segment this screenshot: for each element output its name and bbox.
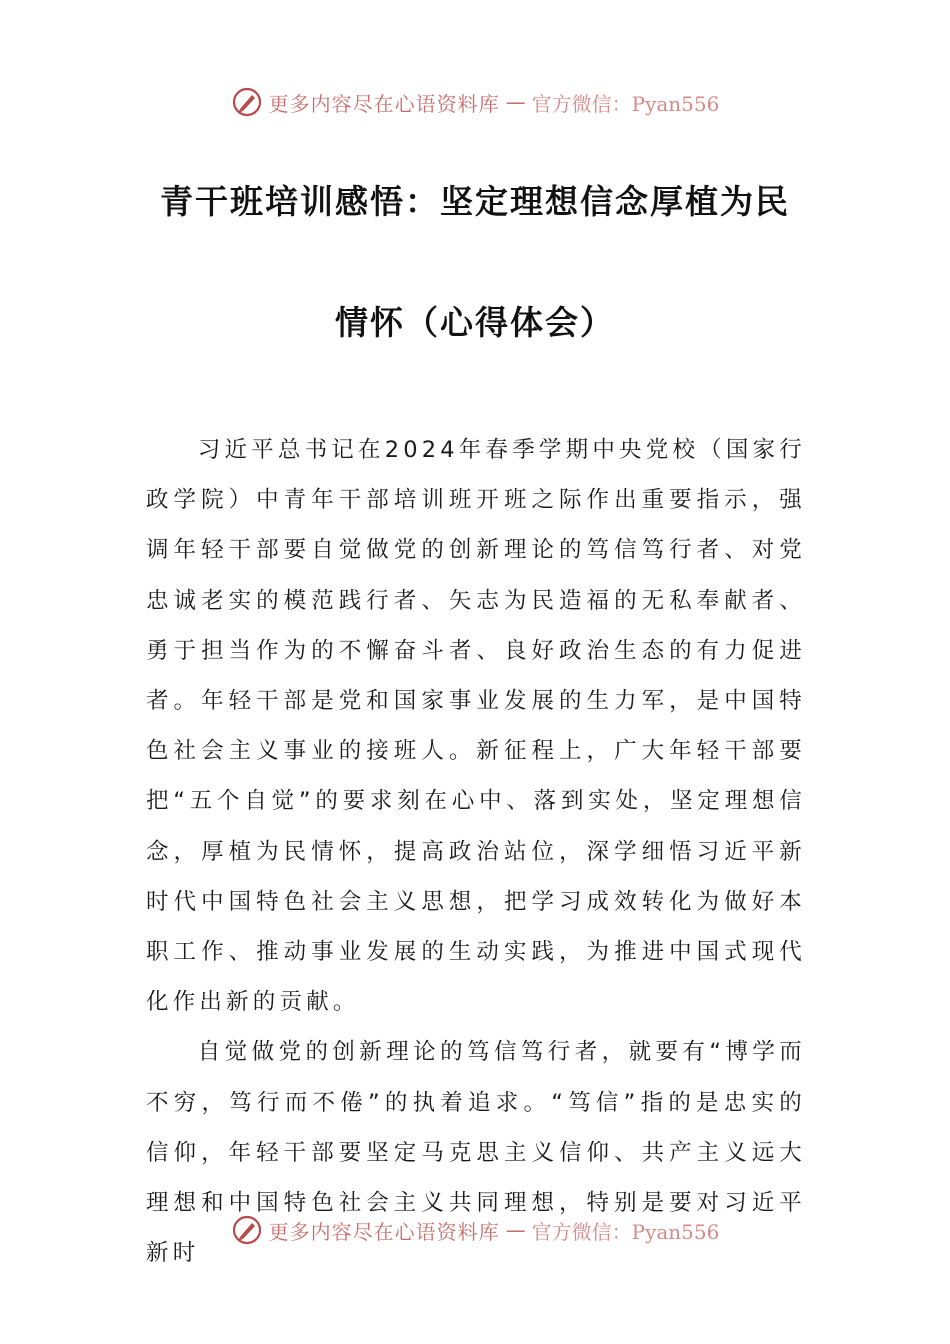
header-watermark: [0, 82, 950, 122]
pen-logo-icon: [231, 86, 263, 118]
watermark-separator: —: [505, 90, 526, 114]
footer-watermark: [0, 1210, 950, 1250]
watermark-separator: —: [505, 1218, 526, 1242]
page-title-line-1: 青干班培训感悟：坚定理想信念厚植为民: [160, 182, 790, 221]
watermark-text: 更多内容尽在心语资料库: [268, 1219, 500, 1244]
page-title-line-2: 情怀（心得体会）: [335, 303, 615, 342]
article-body: [146, 425, 806, 1278]
watermark-text: 更多内容尽在心语资料库: [268, 91, 500, 116]
paragraph: 习近平总书记在2024年春季学期中央党校（国家行政学院）中青年干部培训班开班之际作出重要指示，强调年轻干部要自觉做党的创新理论的笃信笃行者、对党忠诚老实的模范践行者、矢志为民造福的无私奉献者、勇于担当作为的不懈奋斗者、良好政治生态的有力促进者。年轻干部是党和国家事业发展的生力军，是中国特色社会主义事业的接班人。新征程上，广大年轻干部要把“五个自觉”的要求刻在心中、落到实处，坚定理想信念，厚植为民情怀，提高政治站位，深学细悟习近平新时代中国特色社会主义思想，把学习成效转化为做好本职工作、推动事业发展的生动实践，为推进中国式现代化作出新的贡献。: [146, 437, 806, 1016]
paragraph: 自觉做党的创新理论的笃信笃行者，就要有“博学而不穷，笃行而不倦”的执着追求。“笃信”指的是忠实的信仰，年轻干部要坚定马克思主义信仰、共产主义远大理想和中国特色社会主义共同理想，特别是要对习近平新时: [146, 1039, 806, 1267]
watermark-wechat: 官方微信：Pyan556: [531, 1219, 720, 1244]
watermark-wechat: 官方微信：Pyan556: [531, 91, 720, 116]
pen-logo-icon: [231, 1214, 263, 1246]
